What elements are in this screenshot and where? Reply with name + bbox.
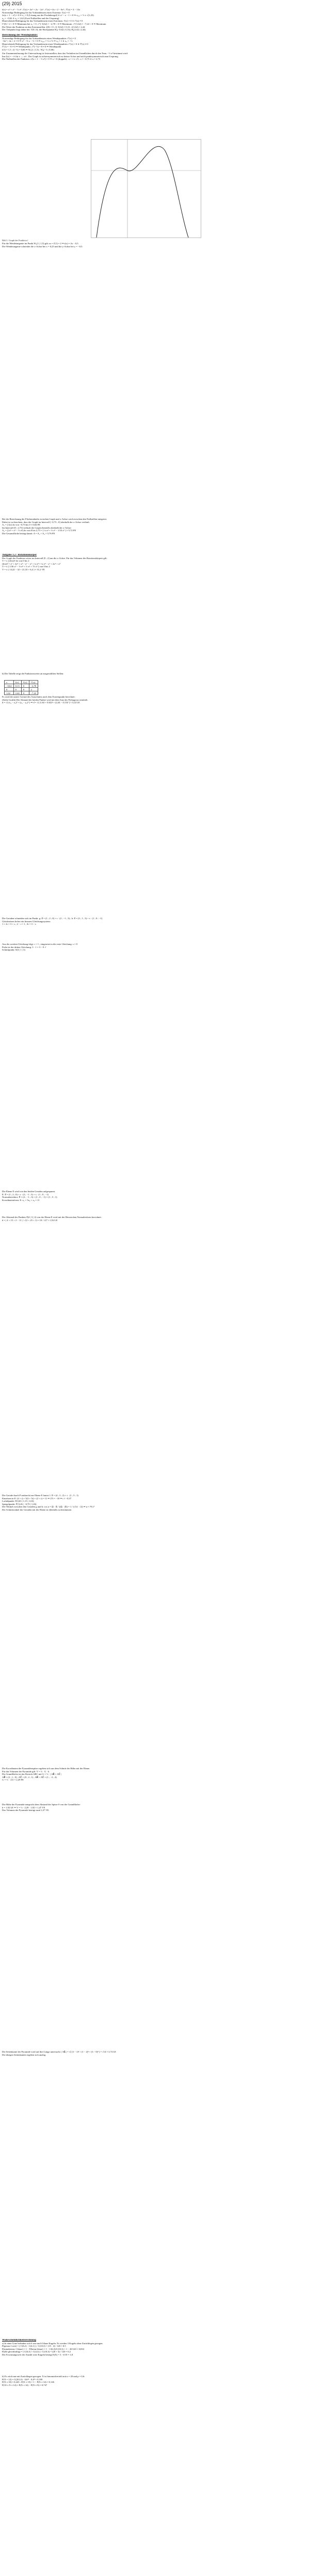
- text-line: V = π ( 14,22 − 32 + 21,33 + 6,4 ) ≈ 31,2 VE: [2, 568, 45, 571]
- text-line: x₂ = −0,62 ∧ x₃ = 1,62 (Zwei Nullstellen und der Ursprung): [2, 16, 59, 20]
- text-line: P(X = 12) = C(20,12) · 0,6¹² · 0,4⁸ ≈ 0,180: [2, 2378, 43, 2381]
- text-block: [2, 1767, 321, 1782]
- text-line: Die Koordinaten der Pyramidenspitze ergeben sich aus dem Schnitt der Höhe mit der Ebene.: [2, 1767, 90, 1770]
- text-line: Die Seitenkante der Pyramide wird auf ihre Länge untersucht: | SA⃗ | = √( (3 − 1)² + (1 − 2)² + (3 − 0)² ) = √14 ≈ 3,74 LE: [2, 2050, 116, 2053]
- text-block: [2, 8, 321, 31]
- text-line: V = π [ 1/36 x⁹ − ⅛ x⁸ + ⅓ x⁶ + ⅕ x⁵ ] von 0 bis 2: [2, 565, 50, 568]
- table-cell: f(x): [13, 681, 21, 684]
- text-line: Der Schnittwinkel der Geraden mit der Ebene ist ebenfalls zu bestimmen.: [2, 1508, 72, 1511]
- text-line: 1 + 2r = 3 + s ; 2 − r = 1 ; 3r = 3 − s: [2, 923, 36, 926]
- table-cell: −7,22: [29, 691, 38, 695]
- graph-caption: Bild 1: Graph der Funktion f: [2, 239, 28, 242]
- text-line: AB⃗ = (2 ; 1 ; 0) ; AC⃗ = (0 ; 2 ; 1) ; AB⃗ × AC⃗ = (1 ; −2 ; 4): [2, 1775, 57, 1778]
- function-graph: [91, 139, 201, 238]
- text-line: Gleichsetzen liefert ein lineares Gleichungssystem:: [2, 920, 51, 923]
- text-line: Normalenvektor: n⃗ = (2 ; −1 ; 3) × (1 ; 0 ; −1) = (1 ; 5 ; 1): [2, 1196, 57, 1199]
- table-row: [5, 691, 38, 695]
- text-block: [2, 554, 321, 571]
- text-line: G = ½ · √21 ≈ 2,29 FE: [2, 1778, 24, 1782]
- text-line: Probe in der dritten Gleichung: 3 · 1 = 3 − 0 ✓: [2, 945, 47, 948]
- text-line: (f(x))² = x⁶ + 2x⁵ + x⁴ − x⁷ − x⁶ + ¼ x⁸ = ¼ x⁸ − x⁷ + 2x⁵ + x⁴: [2, 562, 60, 565]
- text-line: 2x(x + 1 − x²) = 0 ⇒ x₁ = 0 (Lösung aus der Produktregel) ∧ x² − x − 1 = 0 ⇒ x₂,₃ = ½ ± √(1,25): [2, 14, 94, 17]
- table-cell: f′(x): [21, 681, 29, 684]
- text-line: Das Volumen der Pyramide beträgt rund 1,47 VE.: [2, 1809, 50, 1812]
- text-line: Der Tiefpunkt liegt daher bei: T(0 | 0); die Hochpunkte H₁(−0,62 | 0,13); H₂(1,62 | 2,44): [2, 28, 86, 31]
- text-block: [2, 2339, 321, 2357]
- text-line: Einsetzen in E: (4 + t) + 5(3 + 5t) + (2 + t) = 11 ⇒ 27t = −10 ⇒ t ≈ −0,37: [2, 1497, 72, 1500]
- text-line: Im Intervall [0 ; 2,73] verläuft der Graph ebenfalls oberhalb der x-Achse:: [2, 526, 72, 529]
- text-line: Zur Zusammenfassung der Untersuchung ist festzustellen, dass das Verhalten im Unendlichen durch den Term −½ x⁴ bestimmt wird:: [2, 52, 128, 55]
- text-line: Dabei ist zu beachten, dass der Graph im Intervall [−0,73 ; 0] oberhalb der x-Achse verläuft.: [2, 520, 90, 523]
- table-cell: 0: [21, 684, 29, 688]
- value-table: [4, 680, 38, 695]
- text-line: Die Werte der Funktion an den Extremstellen: f(0) = 0 ; f(−0,62) = 0,13 ; f(1,62) = 2,44: [2, 25, 85, 28]
- table-cell: f″(x): [29, 681, 38, 684]
- text-block: [2, 1216, 321, 1222]
- table-cell: 0: [13, 688, 21, 691]
- table-cell: 0: [5, 688, 14, 691]
- text-line: Die Gesamtfläche beträgt damit: A = A₁ + A₂ ≈ 5,76 FE: [2, 532, 55, 535]
- text-block: [2, 34, 321, 52]
- text-line: Es wird die untere Grenze des Ausschnitts nach dem Extrempunkt berechnet:: [2, 696, 75, 698]
- section-heading: Aufgabe 1.2 / Rotationskörper: [2, 554, 37, 556]
- text-line: Für die Wendetangente im Punkt W₁(1 | 1,5) gilt: m = f′(1) = 2 ⇒ t(x) = 2x − 0,5: [2, 242, 78, 245]
- table-cell: 1,62: [5, 691, 14, 695]
- text-line: Spiegelpunkt: P′(3,26 | −0,70 | 1,26): [2, 1502, 37, 1505]
- section-heading: Berechnung der Wendepunkte:: [2, 34, 38, 37]
- text-line: Die übrigen Seitenkanten ergeben sich analog.: [2, 2053, 46, 2056]
- text-line: P(10 ≤ X ≤ 14) = P(X ≤ 14) − P(X ≤ 9) ≈ 0,747: [2, 2383, 47, 2386]
- text-block: [2, 1803, 321, 1812]
- text-line: f(1) = 1,5 ; f(−⅓) = 0,06 ⇒ W₁(1 | 1,5) ; W₂(−⅓ | 0,06): [2, 48, 54, 51]
- text-line: lim f(x) = −∞ für x → ±∞ . Der Graph ist achsensymmetrisch zu keiner Achse und nicht punktsymmetrisch zum Ursprung.: [2, 55, 119, 58]
- text-line: d = √( (x₂ − x₁)² + (y₂ − y₁)² ) ⇒ d = √( (1,62 + 0,62)² + (2,44 − 0,13)² ) ≈ 3,22 LE: [2, 701, 80, 704]
- text-line: Notwendige Bedingung für das Vorhandensein eines Wendepunktes: f″(x) = 0: [2, 37, 76, 40]
- text-block: [2, 1190, 321, 1201]
- text-line: −6x² + 4x + 2 = 0 ⇒ x² − ⅔ x − ⅓ = 0 ⇒ x₄,₅ = ⅓ ± ⅔ ⇒ x₄ = 1 ∧ x₅ = −⅓: [2, 40, 73, 43]
- text-block: [2, 52, 321, 61]
- text-line: Hinreichende Bedingung für das Vorhandensein eines Extremas: f′(x) = 0 ∧ f″(x) ≠ 0: [2, 20, 83, 23]
- section-heading: Wahrscheinlichkeitsrechnung: [2, 2339, 36, 2342]
- text-line: h = 1,92 LE ⇒ V = ⅓ · 2,29 · 1,92 ≈ 1,47 VE: [2, 1806, 45, 1809]
- text-line: Die Höhe der Pyramide entspricht dem Abstand der Spitze S von der Grundfläche:: [2, 1803, 80, 1806]
- text-line: E: x⃗ = (1 ; 2 ; 0) + r · (2 ; −1 ; 3) + s · (1 ; 0 ; −1): [2, 1193, 49, 1196]
- table-cell: −2,78: [29, 684, 38, 688]
- text-line: Bei der Berechnung der Flächeninhalte zwischen Graph und x-Achse wird zwischen den Nullstellen integriert.: [2, 518, 107, 520]
- text-line: Die Wendetangente schneidet die x-Achse bei x = 0,25 und die y-Achse bei y = −0,5.: [2, 245, 83, 248]
- table-row: [5, 688, 38, 691]
- text-line: b) Die Tabelle zeigt die Funktionswerte an ausgewählten Stellen:: [2, 672, 64, 675]
- text-line: Die Ebene E wird von den beiden Geraden aufgespannt.: [2, 1190, 56, 1193]
- table-cell: 2,44: [13, 691, 21, 695]
- text-line: d = | 4 + 15 + 2 − 11 | / √(1 + 25 + 1) = 10 / √27 ≈ 1,92 LE: [2, 1218, 58, 1222]
- text-block: [2, 242, 321, 248]
- text-block: [2, 672, 321, 675]
- text-line: Aus der zweiten Gleichung folgt: r = 1 ; eingesetzt in die erste Gleichung: s = 0: [2, 943, 78, 945]
- text-line: f(x) = x³ + x² − ½ x⁴ ; f′(x) = 2x² + 2x − 2x³ ; f″(x) = 4x + 2 − 6x² ; f‴(x) = 4 − 12x: [2, 8, 80, 11]
- text-line: V = π ∫ (f(x))² dx von 0 bis 2: [2, 560, 29, 563]
- text-line: Lotfußpunkt: F(3,63 | 1,15 | 1,63): [2, 1500, 34, 1503]
- text-block: [2, 2375, 321, 2386]
- table-cell: 0: [21, 691, 29, 695]
- text-line: Notwendige Bedingung für das Vorhandensein eines Extrema: f′(x) = 0: [2, 11, 70, 14]
- text-line: Die Nullstellen der Funktion: x²(x + 1 − ½ x²) = 0 ⇒ x = 0 (doppelt) ; x = 1 ± √3 ; x ≈ −0,73 ∧ x ≈ 2,73: [2, 58, 101, 61]
- text-line: a) In einer Urne befinden sich 6 rote und 4 blaue Kugeln. Es werden 3 Kugeln ohne Zurücklegen gezogen.: [2, 2342, 103, 2345]
- text-line: Die Grundfläche ist das Dreieck ABC mit G = ½ · | AB⃗ × AC⃗ |: [2, 1773, 61, 1776]
- page-header: (29) 2015: [2, 1, 22, 6]
- table-row: [5, 681, 38, 684]
- table-cell: 0: [21, 688, 29, 691]
- text-line: Koordinatenform: E: x₁ + 5x₂ + x₃ = 11: [2, 1198, 40, 1201]
- text-line: Der Graph der Funktion rotiert im Intervall [0 ; 2] um die x-Achse. Für das Volumen des Rotationskörpers gilt:: [2, 556, 107, 560]
- table-row: [5, 684, 38, 688]
- text-line: b) Es wird nun mit Zurücklegen gezogen. X ist binomialverteilt mit n = 20 und p = 0,6:: [2, 2375, 85, 2378]
- table-cell: −0,62: [5, 684, 14, 688]
- text-line: P(alle gleichfarbig) = ( C(6,3) + C(4,3) ) / C(10,3) = (20 + 4) / 120 = 0,2: [2, 2350, 71, 2353]
- text-line: A₂ = ∫ (x³ + x² − ½ x⁴) dx von 0 bis 2,73 = [ ¼ x⁴ + ⅓ x³ − 1/10 x⁵ ] ≈ 5,72 FE: [2, 529, 76, 532]
- table-cell: 2: [29, 688, 38, 691]
- text-line: P(genau 2 rote) = ( C(6,2) · C(4,1) ) / C(10,3) = (15 · 4) / 120 = 0,5: [2, 2345, 66, 2348]
- text-block: [2, 518, 321, 535]
- text-line: f‴(1) = −8 ≠ 0 ⇒ Wendepunkt ; f‴(−⅓) = 8 ≠ 0 ⇒ Wendepunkt: [2, 45, 61, 48]
- text-line: Der Erwartungswert der Anzahl roter Kugeln beträgt E(X) = 3 · 6/10 = 1,8: [2, 2353, 73, 2356]
- text-line: P(X ≤ 10) ≈ 0,245 ; P(X ≥ 15) = 1 − P(X ≤ 14) ≈ 0,126: [2, 2381, 54, 2384]
- text-line: P(mindestens 1 blaue) = 1 − P(keine blaue) = 1 − C(6,3)/C(10,3) = 1 − 20/120 ≈ 0,833: [2, 2347, 84, 2350]
- text-block: [2, 917, 321, 926]
- text-line: f″(0) = 2 > 0 ⇒ Minimum bei x₁ = 0 ; f″(−0,62) = −2,78 < 0 ⇒ Maximum ; f″(1,62) = −7,22 < 0 ⇒ Maximum: [2, 22, 106, 25]
- text-line: Der Winkel zwischen den Geraden g und h: cos α = |u⃗ · v⃗| / (|u⃗| · |v⃗|) = 1 / (√14 · √2) ⇒ α ≈ 79,1°: [2, 1505, 95, 1509]
- text-block: [2, 2050, 321, 2056]
- text-line: (Siehe Grafik) Der Abstand der beiden Punkte wird mit dem Satz des Pythagoras ermittelt.: [2, 698, 88, 701]
- table-cell: x: [5, 681, 14, 684]
- text-line: Schnittpunkt: S(3 | 1 | 3): [2, 948, 25, 952]
- text-block: [2, 696, 321, 704]
- text-line: A₁ = ∫ f(x) dx von −0,73 bis 0 ≈ 0,04 FE: [2, 523, 40, 527]
- table-cell: 0,13: [13, 684, 21, 688]
- text-line: Hinreichende Bedingung für das Vorhandensein eines Wendepunktes: f″(x) = 0 ∧ f‴(x) ≠ 0: [2, 42, 88, 45]
- text-line: Der Abstand des Punktes P(4 | 3 | 2) von der Ebene E wird mit der Hesseschen Normalenform berechnet:: [2, 1216, 102, 1218]
- text-block: [2, 943, 321, 952]
- text-line: Die Gerade durch P senkrecht zur Ebene E lautet: l: x⃗ = (4 ; 3 ; 2) + t · (1 ; 5 ; 1): [2, 1494, 78, 1497]
- text-line: Für das Volumen der Pyramide gilt: V = ⅓ · G · h: [2, 1770, 50, 1773]
- text-block: [2, 1494, 321, 1512]
- text-line: Die Geraden schneiden sich im Punkt: g: x⃗ = (1 ; 2 ; 0) + r · (2 ; −1 ; 3) ; h: x⃗ = (3 ; 1 ; 3) + s · (1 ; 0 ; −1): [2, 917, 103, 920]
